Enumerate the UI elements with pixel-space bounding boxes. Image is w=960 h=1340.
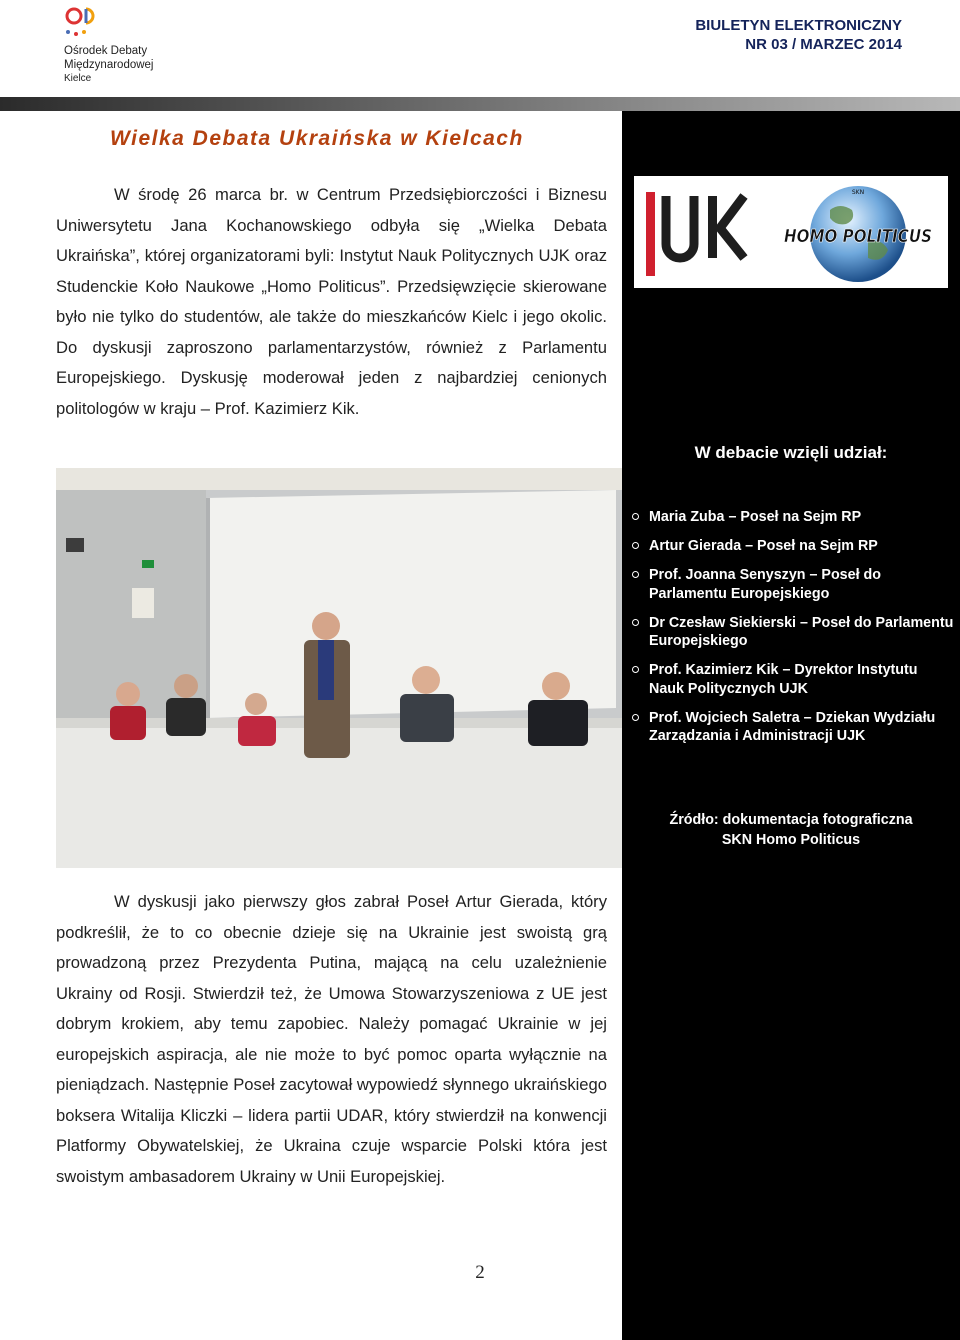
intro-paragraph: W środę 26 marca br. w Centrum Przedsiębiorczości i Biznesu Uniwersytetu Jana Kochanowskiego odbyła się „Wielka Debata Ukraińska”, której organizatorami byli: Instytut Nauk Politycznych UJK oraz Studenckie Koło Naukowe „Homo Politicus”. Przedsięwzięcie skierowane było nie tylko do studentów, ale także do mieszkańców Kielc i jego okolic. Do dyskusji zaproszono parlamentarzystów, również z Parlamentu Europejskiego. Dyskusję moderował jeden z najbardziej cenionych politologów w kraju – Prof. Kazimierz Kik. [56, 185, 607, 418]
logo-line-1: Ośrodek Debaty [64, 45, 148, 57]
partner-logos [634, 176, 948, 288]
logo-line-3: Kielce [64, 73, 92, 84]
bullet-icon [632, 619, 639, 626]
participant-text: Dr Czesław Siekierski – Poseł do Parlamentu Europejskiego [649, 614, 954, 649]
article-intro [56, 180, 607, 424]
homo-politicus-skn-text: SKN [851, 189, 865, 196]
photo-source [622, 810, 960, 850]
page-number: 2 [475, 1262, 485, 1283]
list-item [630, 566, 956, 603]
list-item [630, 709, 956, 746]
homo-politicus-logo-icon [780, 180, 936, 284]
bullet-icon [632, 542, 639, 549]
list-item [630, 614, 956, 651]
source-line-1: Źródło: dokumentacja fotograficzna [669, 812, 913, 828]
bullet-icon [632, 666, 639, 673]
participant-text: Maria Zuba – Poseł na Sejm RP [649, 509, 862, 525]
body-paragraph: W dyskusji jako pierwszy głos zabrał Poseł Artur Gierada, który podkreślił, że to co obecnie dzieje się na Ukrainie jest swoistą grą prowadzoną przez Prezydenta Putina, mającą na celu uzależnienie Ukrainy od Rosji. Stwierdził też, że Umowa Stowarzyszeniowa z UE jest dobrym krokiem, aby temu zapobiec. Należy pomagać Ukrainie w jej europejskich aspiracja, ale nie może to być pomoc oparta wyłącznie na pieniądzach. Następnie Poseł zacytował wypowiedź słynnego ukraińskiego boksera Witalija Kliczki – lidera partii UDAR, który stwierdził na konwencji Platformy Obywatelskiej, że Ukraina czuje wsparcie Polski która jest swoistym ambasadorem Ukrainy w Unii Europejskiej. [56, 892, 607, 1186]
bulletin-label [695, 16, 902, 54]
ujk-logo-icon [646, 192, 750, 276]
list-item [630, 508, 956, 527]
debate-photo [56, 468, 622, 868]
bullet-icon [632, 513, 639, 520]
debate-photo-illustration [56, 468, 622, 868]
participant-text: Artur Gierada – Poseł na Sejm RP [649, 538, 878, 554]
logo-line-2: Międzynarodowej [64, 59, 154, 71]
bulletin-issue: NR 03 / MARZEC 2014 [745, 36, 902, 53]
source-line-2: SKN Homo Politicus [721, 832, 861, 848]
homo-politicus-logo-text: HOMO POLITICUS [784, 226, 932, 247]
bulletin-title: BIULETYN ELEKTRONICZNY [695, 17, 902, 34]
odm-logo [62, 4, 182, 88]
participants-list [630, 508, 956, 756]
list-item [630, 537, 956, 556]
article-title: Wielka Debata Ukraińska w Kielcach [110, 127, 524, 150]
header-divider-bar [0, 97, 960, 111]
participant-text: Prof. Joanna Senyszyn – Poseł do Parlamentu Europejskiego [649, 567, 881, 602]
participants-title: W debacie wzięli udział: [694, 443, 888, 462]
participant-text: Prof. Wojciech Saletra – Dziekan Wydziału Zarządzania i Administracji UJK [649, 709, 936, 744]
bullet-icon [632, 714, 639, 721]
bullet-icon [632, 571, 639, 578]
list-item [630, 661, 956, 698]
participant-text: Prof. Kazimierz Kik – Dyrektor Instytutu Nauk Politycznych UJK [649, 662, 918, 697]
odm-logo-mark-icon [64, 4, 106, 42]
article-body [56, 887, 607, 1192]
